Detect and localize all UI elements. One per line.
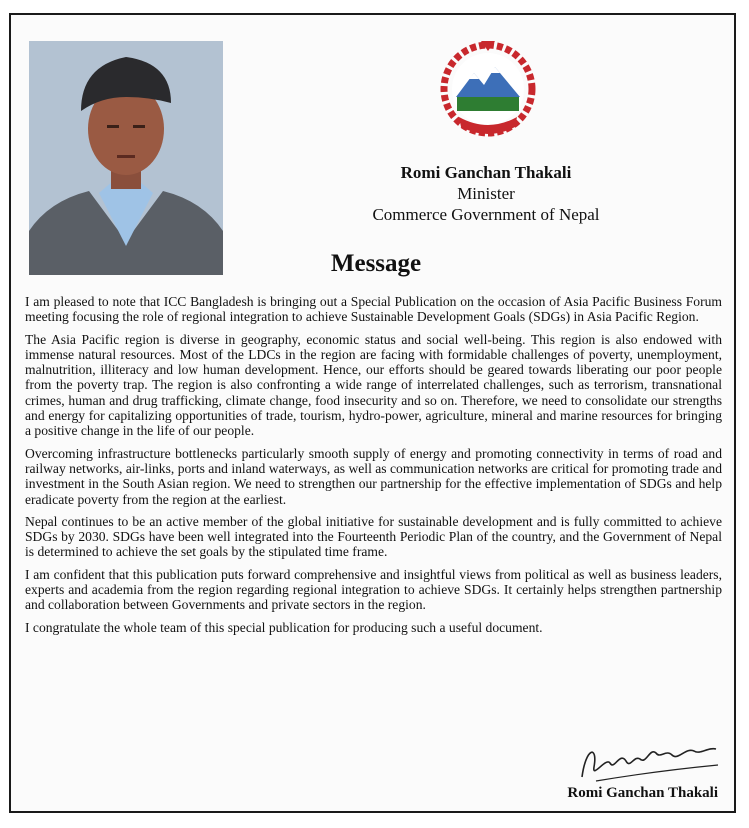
minister-name: Romi Ganchan Thakali xyxy=(400,163,572,182)
minister-header xyxy=(311,162,661,225)
minister-position: Minister xyxy=(457,184,515,203)
minister-organization: Commerce Government of Nepal xyxy=(372,205,600,224)
handwritten-signature xyxy=(576,737,726,791)
message-body xyxy=(25,294,722,642)
message-frame xyxy=(9,13,736,813)
paragraph: I am confident that this publication puts forward comprehensive and insightful views from political as well as business leaders, experts and academia from the region regarding regional integration to achieve SDGs. It certainly helps strengthen partnership and collaboration between Governments and private sectors in the region. xyxy=(25,566,722,613)
paragraph: Overcoming infrastructure bottlenecks particularly smooth supply of energy and promoting connectivity in terms of road and railway networks, air-links, ports and inland waterways, as well as communication networks are critical for promoting trade and investment in the South Asian region. We need to strengthen our partnership for the effective implementation of SDGs and help eradicate poverty from the region at the earliest. xyxy=(25,445,722,507)
paragraph: The Asia Pacific region is diverse in geography, economic status and social well-being. This region is also endowed with immense natural resources. Most of the LDCs in the region are facing with formidable challenges of poverty, unemployment, malnutrition, illiteracy and low human development. Hence, our efforts should be geared towards liberating our poor people from the poverty trap. The region is also confronting a wide range of interrelated challenges, such as terrorism, transnational crimes, human and drug trafficking, climate change, food insecurity and so on. Therefore, we need to consolidate our strengths and energy for capitalizing opportunities of trade, tourism, hydro-power, agriculture, mineral and marine resources for bringing a positive change in the life of our people. xyxy=(25,331,722,439)
paragraph: Nepal continues to be an active member of the global initiative for sustainable development and is fully committed to achieve SDGs by 2030. SDGs have been well integrated into the Fourteenth Periodic Plan of the country, and the Government of Nepal is determined to achieve the set goals by the stipulated time frame. xyxy=(25,513,722,560)
minister-portrait-photo xyxy=(29,41,223,275)
nepal-emblem-logo xyxy=(429,37,547,145)
signatory-name: Romi Ganchan Thakali xyxy=(567,785,718,801)
page-title: Message xyxy=(330,250,422,277)
paragraph: I am pleased to note that ICC Bangladesh is bringing out a Special Publication on the occasion of Asia Pacific Business Forum meeting focusing the role of regional integration to achieve Sustainable Development Goals (SDGs) in Asia Pacific Region. xyxy=(25,294,722,325)
paragraph: I congratulate the whole team of this special publication for producing such a useful document. xyxy=(25,619,543,635)
